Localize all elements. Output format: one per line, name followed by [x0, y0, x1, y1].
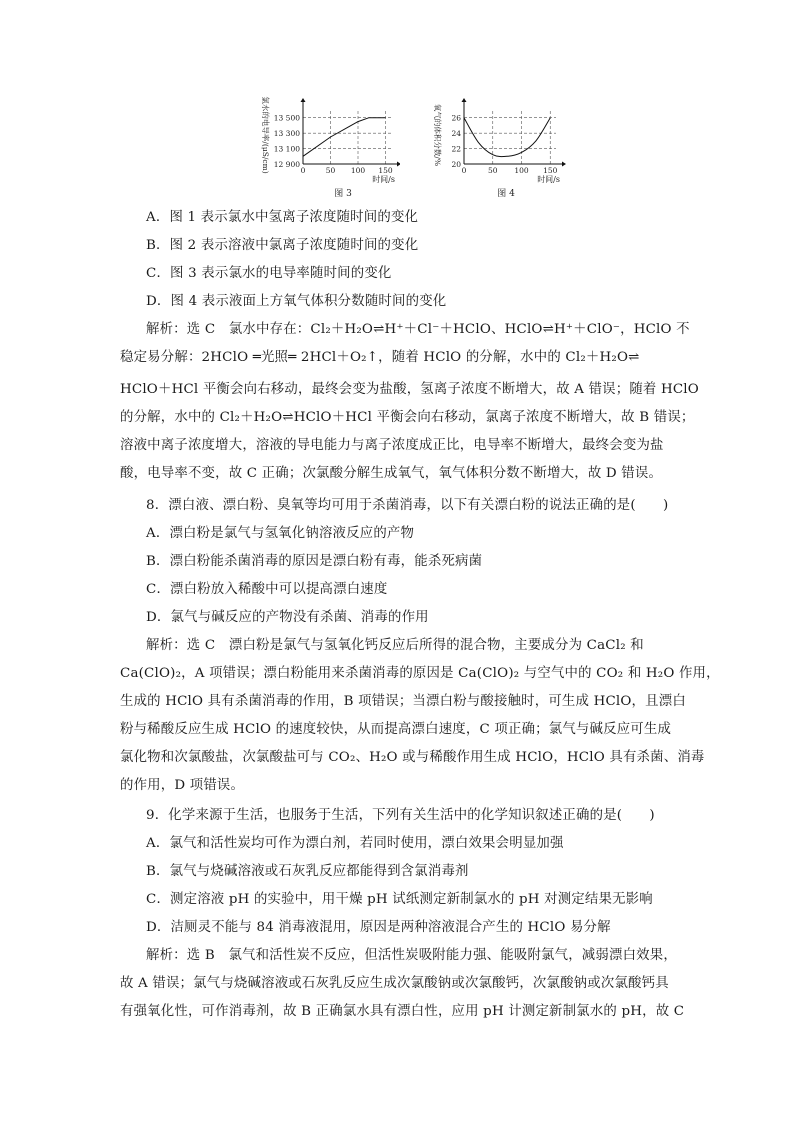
x-tick-label: 100: [514, 166, 529, 175]
text-line: 解析：选 B 氯气和活性炭不反应，但活性炭吸附能力强、能吸附氯气，减弱漂白效果，: [146, 948, 677, 963]
text-line: A．氯气和活性炭均可作为漂白剂，若同时使用，漂白效果会明显加强: [146, 836, 564, 851]
x-axis-label: 时间/s: [537, 175, 560, 184]
y-tick-label: 12 900: [273, 160, 300, 169]
text-line: 8．漂白液、漂白粉、臭氧等均可用于杀菌消毒，以下有关漂白粉的说法正确的是( ): [146, 498, 669, 513]
text-line: 有强氧化性，可作消毒剂，故 B 正确氯水具有漂白性，应用 pH 计测定新制氯水的 pH，故 C: [120, 1004, 685, 1019]
x-tick-label: 150: [378, 166, 393, 175]
y-axis-label: 氧气的体积分数/%: [433, 103, 442, 167]
y-tick-label: 13 300: [273, 129, 300, 139]
series-line: [303, 118, 386, 157]
y-axis-label: 氯水的电导率/(μS/cm): [261, 96, 270, 174]
text-line: 氯化物和次氯酸盐，次氯酸盐可与 CO₂、H₂O 或与稀酸作用生成 HClO，HClO 具有杀菌、消毒: [120, 750, 705, 765]
y-tick-label: 22: [451, 144, 461, 154]
text-line: HClO＋HCl 平衡会向右移动，最终会变为盐酸，氢离子浓度不断增大，故 A 错误；随着 HClO: [120, 382, 699, 397]
text-line: 粉与稀酸反应生成 HClO 的速度较快，从而提高漂白速度，C 项正确；氯气与碱反应可生成: [120, 722, 672, 737]
x-axis-label: 时间/s: [372, 175, 395, 184]
y-tick-label: 13 100: [273, 144, 300, 154]
figure-3: [255, 96, 400, 204]
x-tick-label: 50: [325, 166, 336, 175]
figure-4: [428, 96, 568, 204]
text-line: D．氯气与碱反应的产物没有杀菌、消毒的作用: [146, 610, 429, 625]
text-line: D．洁厕灵不能与 84 消毒液混用，原因是两种溶液混合产生的 HClO 易分解: [146, 920, 611, 935]
text-line: 9．化学来源于生活，也服务于生活，下列有关生活中的化学知识叙述正确的是( ): [146, 808, 655, 823]
y-tick-label: 24: [451, 129, 461, 139]
text-line: 的作用，D 项错误。: [120, 778, 245, 793]
text-line: 解析：选 C 漂白粉是氯气与氢氧化钙反应后所得的混合物，主要成分为 CaCl₂ 和: [146, 638, 644, 653]
x-axis-arrow: [397, 162, 400, 167]
text-line: C．测定溶液 pH 的实验中，用干燥 pH 试纸测定新制氯水的 pH 对测定结果无影响: [146, 892, 653, 907]
figure-4-chart: [428, 96, 568, 204]
text-line: B．氯气与烧碱溶液或石灰乳反应都能得到含氯消毒剂: [146, 864, 469, 879]
figure-caption: 图 3: [334, 189, 352, 199]
y-tick-label: 13 500: [273, 113, 300, 123]
text-line: 溶液中离子浓度增大，溶液的导电能力与离子浓度成正比，电导率不断增大，最终会变为盐: [120, 438, 664, 453]
figure-caption: 图 4: [497, 189, 515, 199]
text-line: B．图 2 表示溶液中氯离子浓度随时间的变化: [146, 238, 419, 253]
x-axis-arrow: [562, 162, 566, 167]
figure-3-chart: [255, 96, 400, 204]
text-line: B．漂白粉能杀菌消毒的原因是漂白粉有毒，能杀死病菌: [146, 554, 483, 569]
text-line: 稳定易分解：2HClO ═光照═ 2HCl＋O₂↑，随着 HClO 的分解，水中的 Cl₂＋H₂O⇌: [120, 350, 640, 365]
text-line: D．图 4 表示液面上方氧气体积分数随时间的变化: [146, 294, 447, 309]
x-tick-label: 0: [300, 166, 306, 175]
y-tick-label: 26: [451, 113, 461, 123]
text-line: 生成的 HClO 具有杀菌消毒的作用，B 项错误；当漂白粉与酸接触时，可生成 HClO，且漂白: [120, 694, 686, 709]
text-line: A．漂白粉是氯气与氢氧化钠溶液反应的产物: [146, 526, 415, 541]
y-axis-arrow: [462, 98, 467, 102]
text-line: 故 A 错误；氯气与烧碱溶液或石灰乳反应生成次氯酸钠或次氯酸钙，次氯酸钠或次氯酸钙具: [120, 976, 669, 991]
x-tick-label: 50: [487, 166, 498, 175]
text-line: Ca(ClO)₂，A 项错误；漂白粉能用来杀菌消毒的原因是 Ca(ClO)₂ 与空气中的 CO₂ 和 H₂O 作用，: [120, 666, 720, 681]
series-line: [464, 118, 550, 157]
x-tick-label: 100: [350, 166, 366, 175]
text-line: C．漂白粉放入稀酸中可以提高漂白速度: [146, 582, 388, 597]
x-tick-label: 0: [461, 166, 467, 175]
text-line: A．图 1 表示氯水中氢离子浓度随时间的变化: [146, 210, 419, 225]
text-line: 解析：选 C 氯水中存在：Cl₂＋H₂O⇌H⁺＋Cl⁻＋HClO、HClO⇌H⁺＋ClO⁻，HClO 不: [146, 322, 690, 337]
text-line: 的分解，水中的 Cl₂＋H₂O⇌HClO＋HCl 平衡会向右移动，氯离子浓度不断增大，故 B 错误；: [120, 410, 695, 425]
y-tick-label: 20: [451, 160, 461, 169]
x-tick-label: 150: [543, 166, 558, 175]
y-axis-arrow: [301, 98, 306, 102]
text-line: 酸，电导率不变，故 C 正确；次氯酸分解生成氧气，氧气体积分数不断增大，故 D 错误。: [120, 466, 663, 481]
text-line: C．图 3 表示氯水的电导率随时间的变化: [146, 266, 392, 281]
